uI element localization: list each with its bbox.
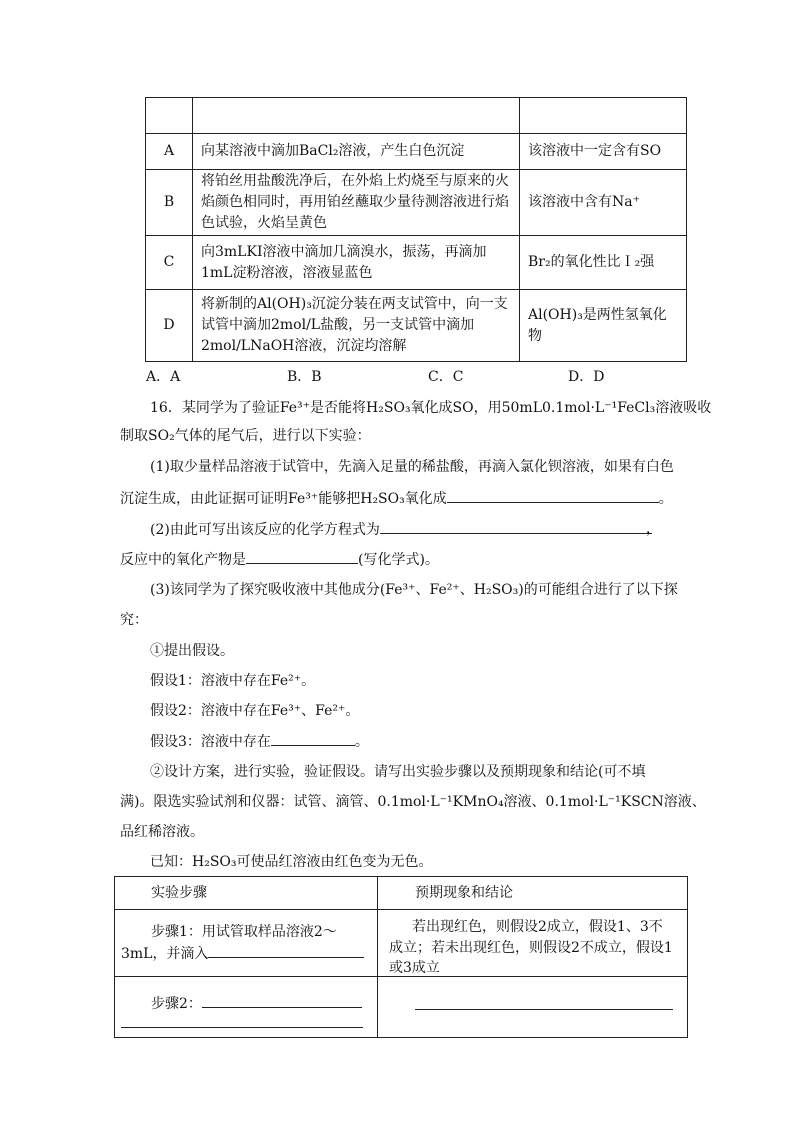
q16-intro-line2: 制取SO₂气体的尾气后，进行以下实验： — [120, 428, 371, 444]
row-letter: D — [146, 290, 193, 362]
design-line1: ②设计方案，进行实验，验证假设。请写出实验步骤以及预期现象和结论(可不填 — [150, 764, 646, 780]
answer-blank[interactable] — [447, 488, 659, 503]
step2-line1 — [151, 993, 362, 1014]
row-conclusion: 该溶液中含有Na⁺ — [520, 170, 687, 236]
table-cell — [146, 98, 193, 134]
answer-blank[interactable] — [208, 943, 364, 958]
answer-blank[interactable] — [202, 993, 362, 1008]
design-line2: 满)。限选实验试剂和仪器：试管、滴管、0.1mol·L⁻¹KMnO₄溶液、0.1mol·L⁻¹KSCN溶液、 — [120, 794, 706, 810]
hypothesis-3-text: 假设3：溶液中存在 — [150, 734, 271, 750]
table-cell — [193, 98, 520, 134]
q16-part3-line2: 究： — [120, 612, 148, 628]
option-a: A．A — [146, 369, 181, 385]
table-row — [146, 134, 687, 170]
row-conclusion: 该溶液中一定含有SO — [520, 134, 687, 170]
header-result: 预期现象和结论 — [415, 885, 513, 901]
step2-text: 步骤2： — [151, 996, 202, 1012]
answer-blank[interactable] — [271, 731, 355, 746]
table-row — [146, 290, 687, 362]
punct: (写化学式)。 — [358, 552, 439, 568]
step-hypothesis: ①提出假设。 — [150, 643, 234, 659]
step1-line1: 步骤1：用试管取样品溶液2～ — [151, 924, 337, 940]
result1-line2: 成立；若未出现红色，则假设2不成立，假设1 — [389, 940, 673, 956]
option-b: B．B — [287, 369, 322, 385]
result1-line1: 若出现红色，则假设2成立，假设1、3不 — [412, 919, 663, 935]
table-row — [146, 170, 687, 236]
header-steps: 实验步骤 — [151, 885, 207, 901]
row-conclusion: Br₂的氧化性比Ｉ₂强 — [520, 236, 687, 290]
q16-part2-text: (2)由此可写出该反应的化学方程式为 — [150, 522, 380, 538]
q16-part1-line1: (1)取少量样品溶液于试管中，先滴入足量的稀盐酸，再滴入氯化钡溶液，如果有白色 — [150, 459, 674, 475]
step1-text: 3mL，并滴入 — [121, 946, 209, 962]
options-table — [145, 97, 687, 362]
table-cell — [520, 98, 687, 134]
step1-line2 — [121, 943, 364, 964]
row-letter: B — [146, 170, 193, 236]
hypothesis-2: 假设2：溶液中存在Fe³⁺、Fe²⁺。 — [150, 703, 360, 719]
row-operation: 将新制的Al(OH)₃沉淀分装在两支试管中，向一支试管中滴加2mol/L盐酸，另一支试管中滴加2mol/LNaOH溶液，沉淀均溶解 — [193, 290, 520, 362]
row-divider — [115, 909, 687, 910]
table-row — [146, 236, 687, 290]
q16-part3-line1: (3)该同学为了探究吸收液中其他成分(Fe³⁺、Fe²⁺、H₂SO₃)的可能组合进行了以下探 — [150, 582, 678, 598]
answer-blank[interactable] — [415, 1009, 673, 1010]
row-conclusion: Al(OH)₃是两性氢氧化物 — [520, 290, 687, 362]
q16-part2-line1 — [150, 519, 660, 540]
option-d: D．D — [568, 369, 605, 385]
column-divider — [377, 877, 378, 1037]
punct: 。 — [658, 491, 673, 507]
q16-part1-text: 沉淀生成，由此证据可证明Fe³⁺能够把H₂SO₃氧化成 — [120, 491, 447, 507]
q16-part1-line2 — [120, 488, 673, 509]
known-note: 已知：H₂SO₃可使品红溶液由红色变为无色。 — [150, 854, 433, 870]
row-letter: C — [146, 236, 193, 290]
row-operation: 将铂丝用盐酸洗净后，在外焰上灼烧至与原来的火焰颜色相同时，再用铂丝蘸取少量待测溶液进行焰色试验，火焰呈黄色 — [193, 170, 520, 236]
punct: 。 — [354, 734, 369, 750]
answer-blank[interactable] — [246, 549, 358, 564]
row-letter: A — [146, 134, 193, 170]
row-operation: 向某溶液中滴加BaCl₂溶液，产生白色沉淀 — [193, 134, 520, 170]
answer-blank[interactable] — [121, 1027, 363, 1028]
answer-blank[interactable] — [380, 519, 652, 534]
design-line3: 品红稀溶液。 — [120, 824, 204, 840]
q16-part2-text2: 反应中的氧化产物是 — [120, 552, 246, 568]
result1-line3: 或3成立 — [389, 960, 440, 976]
hypothesis-1: 假设1：溶液中存在Fe²⁺。 — [150, 673, 316, 689]
q16-intro-line1: 16．某同学为了验证Fe³⁺是否能将H₂SO₃氧化成SO，用50mL0.1mol·L⁻¹FeCl₃溶液吸收 — [150, 400, 712, 416]
punct: ， — [646, 521, 660, 537]
experiment-table — [114, 876, 688, 1038]
q16-part2-line2 — [120, 549, 439, 570]
row-operation: 向3mLKI溶液中滴加几滴溴水，振荡，再滴加1mL淀粉溶液，溶液显蓝色 — [193, 236, 520, 290]
option-c: C．C — [428, 369, 464, 385]
hypothesis-3 — [150, 731, 369, 752]
